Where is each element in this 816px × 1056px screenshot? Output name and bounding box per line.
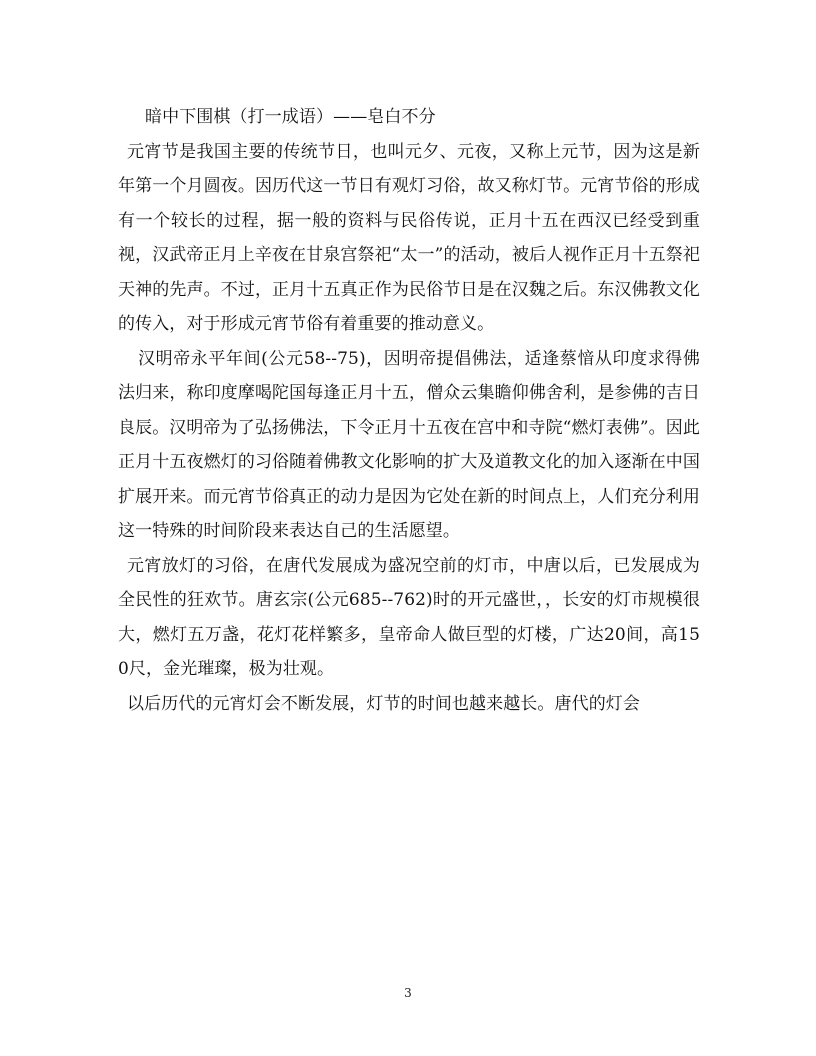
page-number: 3 [404,986,412,1000]
paragraph-han-mingdi: 汉明帝永平年间(公元58--75)，因明帝提倡佛法，适逢蔡愔从印度求得佛法归来，称印度摩喝陀国每逢正月十五，僧众云集瞻仰佛舍利，是参佛的吉日良辰。汉明帝为了弘扬佛法，下令正月十五夜在宫中和寺院“燃灯表佛”。因此正月十五夜燃灯的习俗随着佛教文化影响的扩大及道教文化的加入逐渐在中国扩展开来。而元宵节俗真正的动力是因为它处在新的时间点上，人们充分利用这一特殊的时间阶段来表达自己的生活愿望。 [118,348,700,541]
document-body [118,100,700,721]
paragraph-later-dynasties: 以后历代的元宵灯会不断发展，灯节的时间也越来越长。唐代的灯会 [127,693,640,714]
paragraph-lantern-festival-intro: 元宵节是我国主要的传统节日，也叫元夕、元夜，又称上元节，因为这是新年第一个月圆夜。因历代这一节日有观灯习俗，故又称灯节。元宵节俗的形成有一个较长的过程，据一般的资料与民俗传说，正月十五在西汉已经受到重视，汉武帝正月上辛夜在甘泉宫祭祀“太一”的活动，被后人视作正月十五祭祀天神的先声。不过，正月十五真正作为民俗节日是在汉魏之后。东汉佛教文化的传入，对于形成元宵节俗有着重要的推动意义。 [118,141,700,334]
riddle-line: 暗中下围棋（打一成语）——皂白不分 [145,107,436,127]
paragraph-tang-dynasty: 元宵放灯的习俗，在唐代发展成为盛况空前的灯市，中唐以后，已发展成为全民性的狂欢节。唐玄宗(公元685--762)时的开元盛世，，长安的灯市规模很大，燃灯五万盏，花灯花样繁多，皇帝命人做巨型的灯楼，广达20间，高150尺，金光璀璨，极为壮观。 [118,555,700,679]
